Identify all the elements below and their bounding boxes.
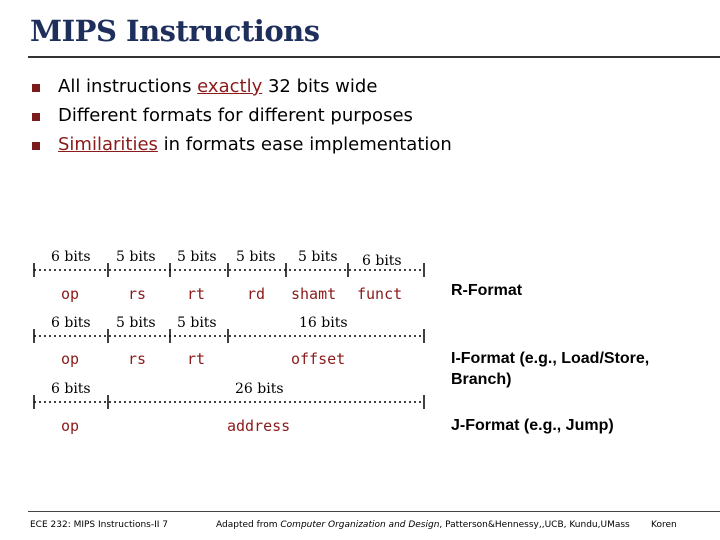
bullet-text: Similarities in formats ease implementation bbox=[58, 134, 452, 155]
footer-author: Koren bbox=[651, 520, 677, 530]
i-format-bit-label: 16 bits bbox=[299, 315, 348, 331]
r-field-op: op bbox=[61, 285, 80, 303]
bullet-text: All instructions exactly 32 bits wide bbox=[58, 76, 378, 97]
footer-attribution: Adapted from Computer Organization and Design, Patterson&Hennessy,,UCB, Kundu,UMass bbox=[216, 520, 630, 530]
j-format-bit-label: 6 bits bbox=[51, 381, 91, 397]
r-format-bit-label: 5 bits bbox=[298, 249, 338, 265]
i-format-name: I-Format (e.g., Load/Store, Branch) bbox=[451, 350, 650, 388]
r-field-rs: rs bbox=[128, 285, 147, 303]
footer-divider bbox=[28, 511, 720, 512]
r-format-name: R-Format bbox=[451, 282, 523, 299]
i-format-bit-label: 6 bits bbox=[51, 315, 91, 331]
r-format-bit-label: 5 bits bbox=[177, 249, 217, 265]
j-format-bit-label: 26 bits bbox=[235, 381, 284, 397]
r-field-rd: rd bbox=[247, 285, 266, 303]
i-field-op: op bbox=[61, 350, 80, 368]
i-field-rs: rs bbox=[128, 350, 147, 368]
footer-course: ECE 232: MIPS Instructions-II 7 bbox=[30, 520, 169, 530]
i-format-bit-label: 5 bits bbox=[116, 315, 156, 331]
r-format-bit-label: 6 bits bbox=[51, 249, 91, 265]
j-field-address: address bbox=[227, 417, 291, 435]
i-format-bit-label: 5 bits bbox=[177, 315, 217, 331]
highlight-word: Similarities bbox=[58, 134, 158, 155]
highlight-word: exactly bbox=[197, 76, 263, 97]
slide-title: MIPS Instructions bbox=[30, 14, 320, 48]
i-field-rt: rt bbox=[187, 350, 206, 368]
r-field-rt: rt bbox=[187, 285, 206, 303]
j-format-name: J-Format (e.g., Jump) bbox=[451, 417, 614, 434]
i-field-offset: offset bbox=[291, 350, 346, 368]
r-field-funct: funct bbox=[357, 285, 403, 303]
r-field-shamt: shamt bbox=[291, 285, 337, 303]
bullet-text: Different formats for different purposes bbox=[58, 105, 413, 126]
j-field-op: op bbox=[61, 417, 80, 435]
r-format-bit-label: 5 bits bbox=[116, 249, 156, 265]
r-format-bit-label: 6 bits bbox=[362, 253, 402, 269]
r-format-bit-label: 5 bits bbox=[236, 249, 276, 265]
